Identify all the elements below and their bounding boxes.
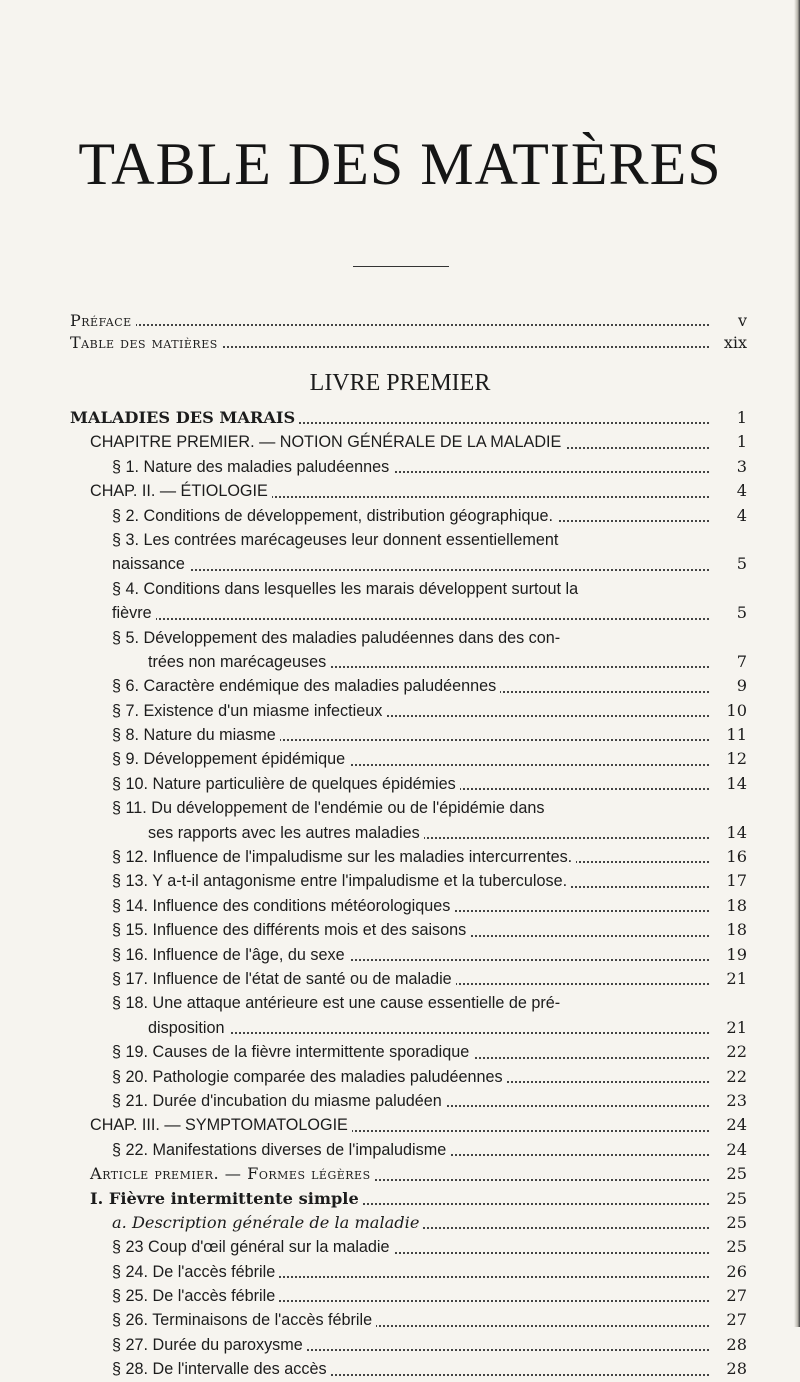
entry-label: Article premier. — Formes légères [90,1162,375,1186]
entry-label: § 12. Influence de l'impaludisme sur les maladies intercurrentes. [112,845,576,869]
entry-page-number: 19 [711,943,747,967]
entry-label: § 8. Nature du miasme [112,723,280,747]
dot-leader [112,618,709,620]
toc-entry[interactable] [70,528,747,552]
entry-label: trées non marécageuses [148,650,330,674]
entry-label: § 13. Y a-t-il antagonisme entre l'impaludisme et la tuberculose. [112,869,571,893]
entry-page-number: 14 [711,821,747,845]
entry-page-number: 1 [711,430,747,454]
entry-label: § 9. Développement épidémique [112,747,349,771]
toc-entry[interactable] [70,1308,747,1332]
toc-entry[interactable] [70,1016,747,1040]
toc-entry[interactable] [70,943,747,967]
toc-entry[interactable] [70,869,747,893]
entry-label: § 28. De l'intervalle des accès [112,1357,331,1381]
entry-label: § 3. Les contrées marécageuses leur donnent essentiellement [112,528,562,552]
entry-page-number: 17 [711,869,747,893]
entry-page-number: 1 [711,406,747,430]
toc-entry[interactable] [70,1357,747,1381]
entry-label: § 15. Influence des différents mois et des saisons [112,918,470,942]
entry-label: § 14. Influence des conditions météorologiques [112,894,454,918]
entry-label: § 24. De l'accès fébrile [112,1260,279,1284]
entry-label: § 26. Terminaisons de l'accès fébrile [112,1308,376,1332]
dot-leader [148,1032,709,1034]
toc-list [70,406,747,1382]
entry-label: § 27. Durée du paroxysme [112,1333,307,1357]
entry-page-number: 9 [711,674,747,698]
toc-entry[interactable] [70,699,747,723]
entry-page-number: 27 [711,1284,747,1308]
entry-label: § 16. Influence de l'âge, du sexe [112,943,349,967]
page-title: TABLE DES MATIÈRES [78,131,722,197]
entry-label: § 5. Développement des maladies paludéennes dans des con- [112,626,564,650]
page-edge-shadow [794,0,800,1327]
entry-page-number: 25 [711,1162,747,1186]
entry-label: § 20. Pathologie comparée des maladies paludéennes [112,1065,507,1089]
toc-entry[interactable] [70,1089,747,1113]
entry-page-number: 10 [711,699,747,723]
book-heading: LIVRE PREMIER [309,370,491,396]
toc-entry[interactable] [70,894,747,918]
entry-label: ses rapports avec les autres maladies [148,821,424,845]
entry-label: I. Fièvre intermittente simple [90,1187,363,1211]
toc-entry[interactable] [70,821,747,845]
toc-entry[interactable] [70,1235,747,1259]
entry-label: § 17. Influence de l'état de santé ou de maladie [112,967,456,991]
entry-label: § 4. Conditions dans lesquelles les marais développent surtout la [112,577,582,601]
toc-entry[interactable] [70,772,747,796]
entry-page-number: 25 [711,1187,747,1211]
toc-entry[interactable] [70,747,747,771]
entry-label: naissance [112,552,189,576]
entry-label: MALADIES DES MARAIS [70,406,299,430]
entry-label: CHAP. III. — SYMPTOMATOLOGIE [90,1113,352,1137]
entry-page-number: 5 [711,552,747,576]
title-divider [353,266,449,267]
entry-label: CHAP. II. — ÉTIOLOGIE [90,479,272,503]
entry-label: a. Description générale de la maladie [112,1211,423,1235]
entry-page-number: 27 [711,1308,747,1332]
toc-entry[interactable] [70,455,747,479]
entry-label: § 25. De l'accès fébrile [112,1284,279,1308]
entry-page-number: 11 [711,723,747,747]
entry-label: § 6. Caractère endémique des maladies paludéennes [112,674,500,698]
toc-entry[interactable] [70,796,747,820]
toc-entry[interactable] [70,1040,747,1064]
entry-label: § 23 Coup d'œil général sur la maladie [112,1235,394,1259]
toc-entry[interactable] [70,1065,747,1089]
entry-page-number: 18 [711,894,747,918]
entry-label: Préface [70,310,136,332]
toc-entry[interactable] [70,1113,747,1137]
toc-entry[interactable] [70,1211,747,1235]
toc-entry[interactable] [70,845,747,869]
entry-label: § 18. Une attaque antérieure est une cause essentielle de pré- [112,991,564,1015]
dot-leader [70,324,709,326]
entry-label: § 7. Existence d'un miasme infectieux [112,699,386,723]
entry-label: § 11. Du développement de l'endémie ou de l'épidémie dans [112,796,548,820]
toc-entry[interactable] [70,430,747,454]
toc-entry[interactable] [70,1138,747,1162]
toc-entry[interactable] [70,577,747,601]
entry-page-number: 28 [711,1333,747,1357]
dot-leader [112,569,709,571]
front-matter-entry[interactable] [70,332,747,354]
entry-label: fièvre [112,601,156,625]
front-matter-list [70,310,747,354]
toc-entry[interactable] [70,967,747,991]
entry-label: § 1. Nature des maladies paludéennes [112,455,393,479]
entry-label: § 21. Durée d'incubation du miasme paludéen [112,1089,446,1113]
toc-entry[interactable] [70,504,747,528]
entry-page-number: 21 [711,967,747,991]
entry-page-number: 3 [711,455,747,479]
entry-page-number: 5 [711,601,747,625]
entry-page-number: xix [711,332,747,354]
toc-entry[interactable] [70,1284,747,1308]
entry-label: disposition [148,1016,229,1040]
toc-entry[interactable] [70,552,747,576]
toc-entry[interactable] [70,674,747,698]
entry-page-number: 25 [711,1235,747,1259]
entry-page-number: 12 [711,747,747,771]
toc-entry[interactable] [70,1162,747,1186]
entry-page-number: 4 [711,479,747,503]
entry-page-number: 24 [711,1113,747,1137]
entry-page-number: 18 [711,918,747,942]
entry-page-number: 22 [711,1065,747,1089]
entry-label: Table des matières [70,332,222,354]
toc-entry[interactable] [70,1260,747,1284]
entry-page-number: 24 [711,1138,747,1162]
toc-entry[interactable] [70,1187,747,1211]
entry-label: § 2. Conditions de développement, distribution géographique. [112,504,557,528]
entry-page-number: 23 [711,1089,747,1113]
toc-entry[interactable] [70,723,747,747]
entry-label: § 22. Manifestations diverses de l'impaludisme [112,1138,450,1162]
entry-page-number: 16 [711,845,747,869]
toc-entry[interactable] [70,406,747,430]
toc-entry[interactable] [70,1333,747,1357]
entry-page-number: 28 [711,1357,747,1381]
entry-label: CHAPITRE PREMIER. — NOTION GÉNÉRALE DE LA MALADIE [90,430,565,454]
toc-entry[interactable] [70,918,747,942]
toc-entry[interactable] [70,601,747,625]
entry-page-number: 7 [711,650,747,674]
toc-entry[interactable] [70,626,747,650]
entry-label: § 19. Causes de la fièvre intermittente sporadique [112,1040,473,1064]
entry-page-number: 26 [711,1260,747,1284]
entry-page-number: v [711,310,747,332]
entry-label: § 10. Nature particulière de quelques épidémies [112,772,460,796]
front-matter-entry[interactable] [70,310,747,332]
entry-page-number: 25 [711,1211,747,1235]
entry-page-number: 14 [711,772,747,796]
toc-entry[interactable] [70,479,747,503]
entry-page-number: 21 [711,1016,747,1040]
toc-entry[interactable] [70,650,747,674]
toc-entry[interactable] [70,991,747,1015]
entry-page-number: 4 [711,504,747,528]
entry-page-number: 22 [711,1040,747,1064]
